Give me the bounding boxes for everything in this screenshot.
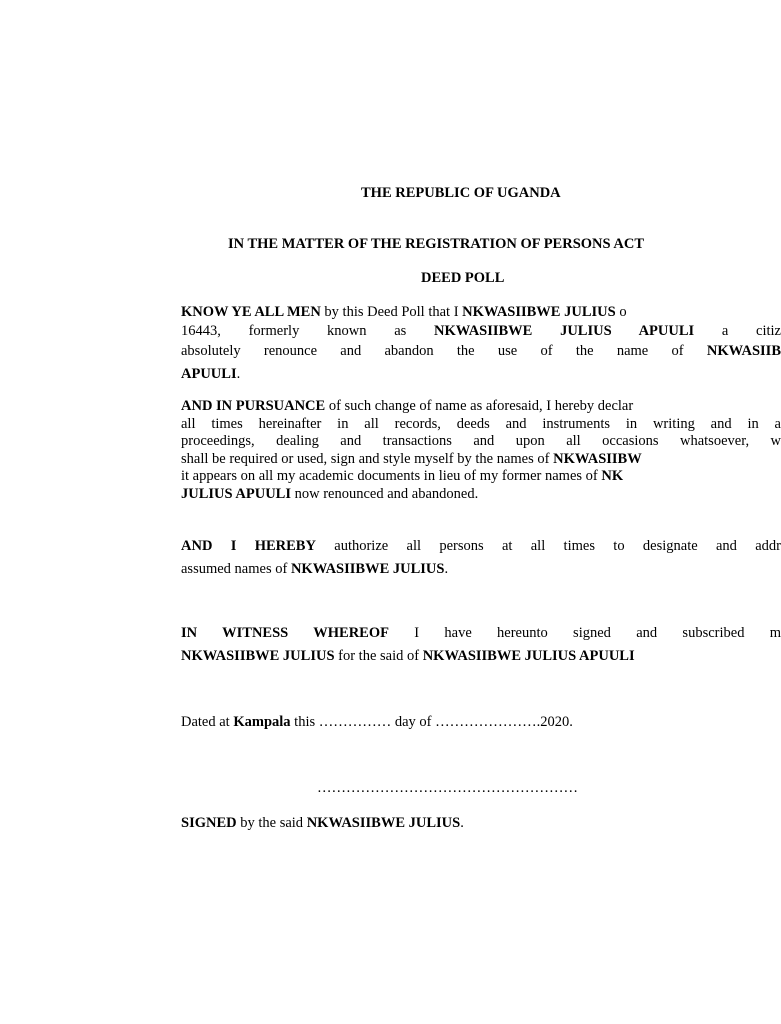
para3-l2-bold: NKWASIIBWE JULIUS bbox=[290, 560, 445, 577]
para3-line2 bbox=[181, 559, 658, 580]
dated-text bbox=[181, 712, 658, 733]
para2-line1 bbox=[181, 398, 658, 416]
para3-l2-tail: . bbox=[444, 560, 449, 577]
para1-l3-bold: NKWASIIB bbox=[706, 343, 781, 359]
paragraph-pursuance bbox=[181, 398, 781, 503]
signed-text bbox=[181, 813, 658, 834]
para1-line4 bbox=[181, 364, 658, 385]
para2-l4-bold: NKWASIIBW bbox=[553, 450, 642, 467]
para3-l1-text: authorize all persons at all times to designate and addr bbox=[315, 538, 781, 554]
place-bold: Kampala bbox=[233, 714, 291, 730]
deed-poll-title: DEED POLL bbox=[421, 270, 505, 286]
pursuance-bold: AND IN PURSUANCE bbox=[181, 398, 326, 414]
para2-l5-text: it appears on all my academic documents in lieu of my former names of bbox=[181, 468, 602, 484]
para1-line3 bbox=[181, 343, 781, 364]
paragraph-know-ye bbox=[181, 302, 781, 384]
para4-l1-text: I have hereunto signed and subscribed m bbox=[388, 625, 781, 641]
para1-line2 bbox=[181, 323, 781, 344]
signed-bold: SIGNED bbox=[181, 815, 237, 831]
para3-line1 bbox=[181, 538, 781, 559]
para1-l2-tail: a citiz bbox=[694, 322, 781, 339]
know-ye-bold: KNOW YE ALL MEN bbox=[181, 304, 321, 320]
para2-l6-tail: now renounced and abandoned. bbox=[290, 485, 479, 502]
signed-mid: by the said bbox=[236, 815, 307, 831]
republic-heading: THE REPUBLIC OF UGANDA bbox=[361, 185, 561, 201]
para1-l1-text: by this Deed Poll that I bbox=[320, 304, 463, 320]
signed-name-bold: NKWASIIBWE JULIUS bbox=[306, 815, 461, 831]
para2-line3: proceedings, dealing and transactions and upon all occasions whatsoever, w bbox=[181, 433, 781, 449]
witness-bold: IN WITNESS WHEREOF bbox=[181, 625, 389, 641]
signed-tail: . bbox=[460, 815, 464, 831]
para1-l4-bold: APUULI bbox=[181, 365, 237, 382]
new-name-bold: NKWASIIBWE JULIUS bbox=[462, 304, 616, 320]
signed-line bbox=[181, 813, 658, 834]
dated-prefix: Dated at bbox=[181, 714, 234, 730]
para2-l1-text: of such change of name as aforesaid, I hereby declar bbox=[325, 398, 634, 414]
paragraph-witness bbox=[181, 625, 781, 666]
para1-l3-text: absolutely renounce and abandon the use of the name of bbox=[181, 343, 707, 359]
matter-heading-clip bbox=[228, 236, 658, 253]
para4-l2-bold: NKWASIIBWE JULIUS bbox=[181, 647, 335, 664]
para4-l2-bold2: NKWASIIBWE JULIUS APUULI bbox=[422, 647, 635, 664]
hereby-bold: AND I HEREBY bbox=[181, 538, 316, 554]
para2-l6-bold: JULIUS APUULI bbox=[181, 485, 291, 502]
paragraph-hereby bbox=[181, 538, 781, 579]
para1-line1 bbox=[181, 302, 658, 323]
para1-l2-text: 16443, formerly known as bbox=[181, 322, 435, 339]
para1-l1-tail: o bbox=[615, 304, 627, 320]
matter-heading: IN THE MATTER OF THE REGISTRATION OF PERSONS ACT bbox=[228, 236, 645, 252]
dated-suffix: this …………… day of ………………….2020. bbox=[290, 714, 573, 730]
para1-l4-tail: . bbox=[236, 365, 241, 382]
para3-l2-text: assumed names of bbox=[181, 560, 291, 577]
dated-line bbox=[181, 712, 658, 733]
para2-line6 bbox=[181, 486, 658, 504]
former-name-bold: NKWASIIBWE JULIUS APUULI bbox=[434, 322, 695, 339]
para2-line2: all times hereinafter in all records, deeds and instruments in writing and in a bbox=[181, 415, 781, 432]
para4-line1 bbox=[181, 625, 781, 646]
para2-line5 bbox=[181, 468, 658, 486]
para4-l2-text: for the said of bbox=[334, 647, 423, 664]
para4-line2 bbox=[181, 646, 658, 667]
para2-l5-bold: NK bbox=[601, 468, 624, 484]
para2-line4 bbox=[181, 451, 658, 469]
signature-line: ……………………………………………… bbox=[317, 780, 578, 796]
para2-l4-text: shall be required or used, sign and style myself by the names of bbox=[181, 450, 554, 467]
